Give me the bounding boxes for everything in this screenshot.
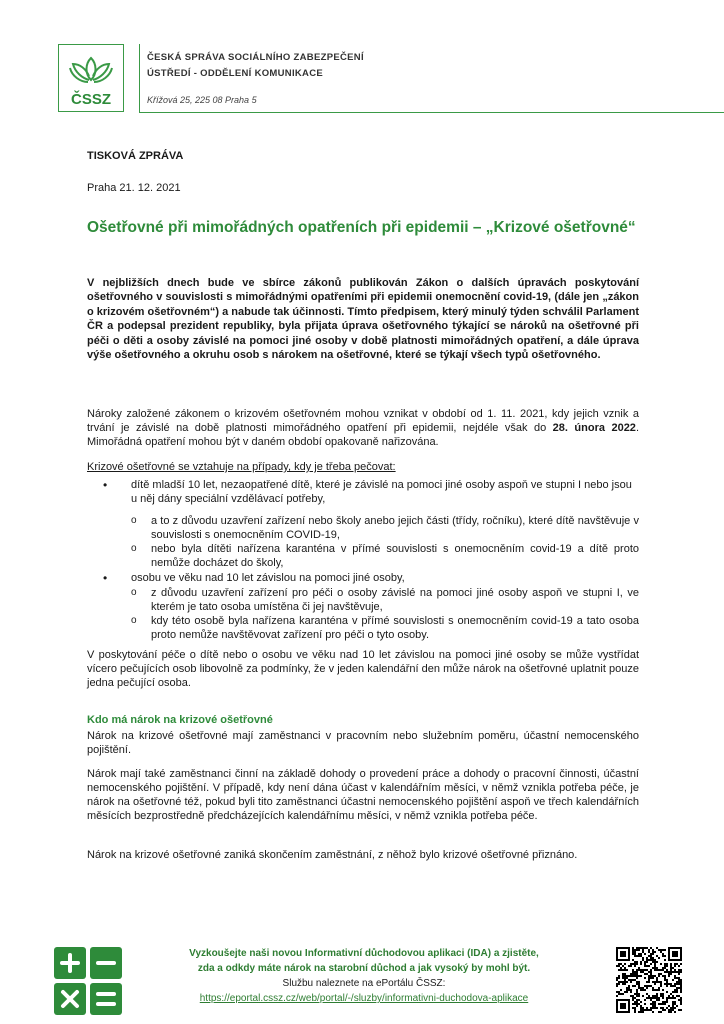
list-item-text: • osobu ve věku nad 10 let závislou na pomoci jiné osoby, xyxy=(131,572,405,584)
sub-list-item-text: o nebo byla dítěti nařízena karanténa v přímé souvislosti s onemocněním covid-19 a dítě proto nemůže docházet do školy, xyxy=(151,543,639,569)
sub-list-item-text: o z důvodu uzavření zařízení pro péči o osoby závislé na pomoci jiné osoby aspoň ve stupni I, ve kterém je tato osoba umístěna či jej navštěvuje, xyxy=(151,587,639,613)
paragraph-period xyxy=(87,407,639,449)
footer-line-1: Vyzkoušejte naši novou Informativní důchodovou aplikaci (IDA) a zjistěte, xyxy=(189,948,539,959)
calculator-icon xyxy=(54,947,122,1015)
sub-list-item xyxy=(131,614,639,642)
document-date: Praha 21. 12. 2021 xyxy=(87,182,181,194)
document-kind: TISKOVÁ ZPRÁVA xyxy=(87,150,184,162)
logo-text: ČSSZ xyxy=(70,91,112,108)
cssz-logo-icon xyxy=(58,44,124,112)
period-deadline: 28. února 2022 xyxy=(552,422,636,434)
org-address: Křížová 25, 225 08 Praha 5 xyxy=(147,95,257,105)
section-heading: Kdo má nárok na krizové ošetřovné xyxy=(87,714,273,726)
org-name: ČESKÁ SPRÁVA SOCIÁLNÍHO ZABEZPEČENÍ xyxy=(147,52,364,63)
footer-line-3: Službu naleznete na ePortálu ČSSZ: xyxy=(282,978,446,989)
list-intro: Krizové ošetřovné se vztahuje na případy, kdy je třeba pečovat: xyxy=(87,461,396,473)
qr-code-icon[interactable] xyxy=(616,947,682,1013)
list-item xyxy=(104,571,639,585)
footer-promo xyxy=(150,946,578,1006)
eportal-link[interactable]: https://eportal.cssz.cz/web/portal/-/sluzby/informativni-duchodova-aplikace xyxy=(199,993,529,1004)
header-rule xyxy=(139,112,724,113)
period-text-c: . Mimořádná opatření mohou být v daném období opakovaně nařizována. xyxy=(87,422,639,448)
paragraph-rotation: V poskytování péče o dítě nebo o osobu ve věku nad 10 let závislou na pomoci jiné osoby se může vystřídat vícero pečujících osob libovolně za podmínky, že v jeden kalendářní den může nárok na ošetřovné uplatnit pouze jedna pečující osoba. xyxy=(87,649,639,689)
sub-list-item xyxy=(131,514,639,542)
paragraph-termination: Nárok na krizové ošetřovné zaniká skončením zaměstnání, z něhož bylo krizové ošetřovné přiznáno. xyxy=(87,849,578,861)
header-divider xyxy=(139,44,140,112)
footer-line-2: zda a odkdy máte nárok na starobní důchod a jak vysoký by mohl být. xyxy=(197,963,531,974)
list-item-text: • dítě mladší 10 let, nezaopatřené dítě, které je závislé na pomoci jiné osoby aspoň ve stupni I nebo jsou u něj dány speciální vzdělávací potřeby, xyxy=(131,479,632,505)
sub-list-item-text: o kdy této osobě byla nařízena karanténa v přímé souvislosti s onemocněním covid-19 a tato osoba proto nemůže navštěvovat zařízení pro péči o tyto osoby. xyxy=(151,615,639,641)
sub-list-item xyxy=(131,586,639,614)
paragraph-entitlement: Nárok na krizové ošetřovné mají zaměstnanci v pracovním nebo služebním poměru, účastní nemocenského pojištění. xyxy=(87,730,639,756)
lead-paragraph: V nejbližších dnech bude ve sbírce zákonů publikován Zákon o dalších úpravách poskytování ošetřovného v souvislosti s mimořádnými opatřeními při epidemii onemocnění covid-19, (dále jen „zákon o krizovém ošetřovném“) a nabude tak účinnosti. Tímto předpisem, který minulý týden schválil Parlament ČR a podepsal prezident republiky, byla přijata úprava ošetřovného týkající se nároků na ošetřovné při péči o děti a osoby závislé na pomoci jiné osoby v době platnosti mimořádných opatření, a dále úprava výše ošetřovného a okruhu osob s nárokem na ošetřovné, které se týkají všech typů ošetřovného. xyxy=(87,277,639,362)
page-title: Ošetřovné při mimořádných opatřeních při epidemii – „Krizové ošetřovné“ xyxy=(87,219,636,236)
sub-list-item xyxy=(131,542,639,570)
department-name: ÚSTŘEDÍ - ODDĚLENÍ KOMUNIKACE xyxy=(147,68,324,79)
sub-list-item-text: o a to z důvodu uzavření zařízení nebo školy anebo jejich části (třídy, ročníku), které dítě navštěvuje v souvislosti s onemocněním COVID-19, xyxy=(151,515,639,541)
paragraph-agreements: Nárok mají také zaměstnanci činní na základě dohody o provedení práce a dohody o pracovní činnosti, účastní nemocenského pojištění. V případě, kdy není dána účast v kalendářním měsíci, v němž vznikla potřeba péče, je nárok na ošetřovné též, pokud byli tito zaměstnanci účastni nemocenského pojištění aspoň ve třech kalendářních měsících bezprostředně předcházejících kalendářnímu měsíci, v němž vznikla potřeba péče. xyxy=(87,768,639,822)
period-text-a: Nároky založené zákonem o krizovém ošetřovném mohou vznikat v období od 1. 11. 2021, kdy jejich vznik a trvání je závislé na době platnosti mimořádného opatření při epidemii, nejdéle však do xyxy=(87,408,639,434)
list-item xyxy=(104,478,639,506)
